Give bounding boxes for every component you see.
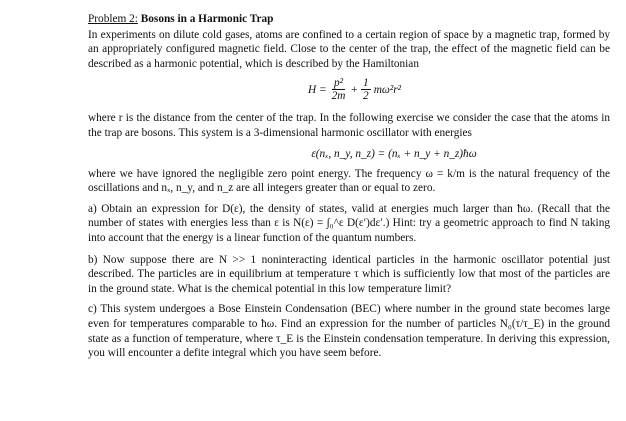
kinetic-denominator: 2m: [331, 90, 346, 103]
part-b: b) Now suppose there are N >> 1 noninteracting identical particles in the harmonic oscillator potential just described. The particles are in equilibrium at temperature τ which is sufficiently low that most of the particles are in the ground state. What is the chemical potential in this low temperature limit?: [88, 253, 610, 295]
energy-equation: ε(nₓ, n_y, n_z) = (nₓ + n_y + n_z)ħω: [311, 147, 477, 160]
intro-paragraph: In experiments on dilute cold gases, atoms are confined to a certain region of space by a magnetic trap, formed by an appropriately configured magnetic field. Close to the center of the trap, the effect of the magnetic field can be described as a harmonic potential, which is described by the Hamiltonian: [88, 28, 610, 70]
plus-sign: +: [350, 83, 359, 96]
frequency-paragraph: where we have ignored the negligible zero point energy. The frequency ω = k/m is the natural frequency of the oscillations and nₓ, n_y, and n_z are all integers greater than or equal to zero.: [88, 167, 610, 195]
kinetic-fraction: [330, 77, 348, 102]
part-a: a) Obtain an expression for D(ε), the density of states, valid at energies much larger than ħω. (Recall that the number of states with energies less than ε is N(ε) = ∫₀^ε D(ε′)dε′.) Hint: try a geometric approach to find N taking into account that the energy is a linear function of the quantum numbers.: [88, 202, 610, 244]
half-denominator: 2: [363, 90, 369, 103]
problem-heading: [88, 12, 610, 27]
half-numerator: 1: [363, 77, 369, 90]
potential-term: mω²r²: [373, 83, 402, 96]
hamiltonian-equation: [88, 71, 610, 111]
half-fraction: [361, 77, 371, 102]
kinetic-numerator: p²: [333, 77, 344, 90]
oscillator-paragraph: where r is the distance from the center of the trap. In the following exercise we consider the case that the atoms in the trap are bosons. This system is a 3-dimensional harmonic oscillator with energies: [88, 112, 610, 139]
problem-title: Bosons in a Harmonic Trap: [140, 13, 274, 25]
hamiltonian-lhs: H =: [308, 83, 327, 96]
problem-label: Problem 2:: [88, 13, 138, 25]
part-c: c) This system undergoes a Bose Einstein Condensation (BEC) where number in the ground state becomes large even for temperatures comparable to ħω. Find an expression for the number of particles N₀(τ/τ_E) in the ground state as a function of temperature, where τ_E is the Einstein condensation temperature. In deriving this expression, you will encounter a defite integral which you have seem before.: [88, 303, 610, 360]
